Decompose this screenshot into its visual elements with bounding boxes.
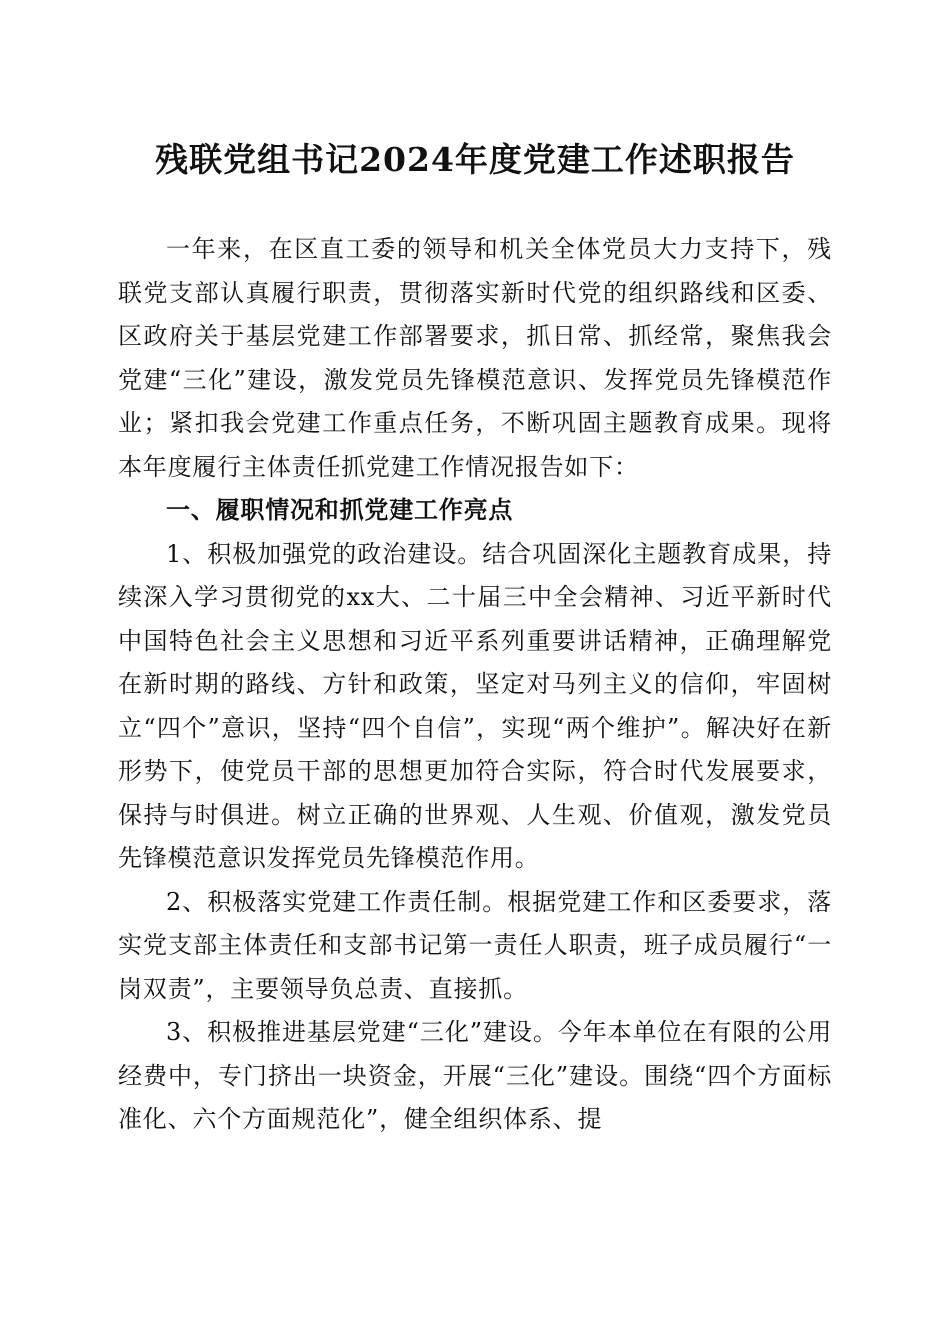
section-heading-1: 一、履职情况和抓党建工作亮点	[166, 496, 514, 524]
document-title: 残联党组书记2024年度党建工作述职报告	[155, 140, 795, 179]
document-body	[118, 228, 832, 1142]
intro-paragraph: 一年来，在区直工委的领导和机关全体党员大力支持下，残联党支部认真履行职责，贯彻落实新时代党的组织路线和区委、区政府关于基层党建工作部署要求，抓日常、抓经常，聚焦我会党建“三化”建设，激发党员先锋模范意识、发挥党员先锋模范作业；紧扣我会党建工作重点任务，不断巩固主题教育成果。现将本年度履行主体责任抓党建工作情况报告如下：	[118, 235, 832, 481]
item-paragraph-2: 2、积极落实党建工作责任制。根据党建工作和区委要求，落实党支部主体责任和支部书记第一责任人职责，班子成员履行“一岗双责”，主要领导负总责、直接抓。	[118, 887, 832, 1003]
item-paragraph-3: 3、积极推进基层党建“三化”建设。今年本单位在有限的公用经费中，专门挤出一块资金，开展“三化”建设。围绕“四个方面标准化、六个方面规范化”，健全组织体系、提	[118, 1018, 832, 1133]
item-paragraph-1: 1、积极加强党的政治建设。结合巩固深化主题教育成果，持续深入学习贯彻党的xx大、二十届三中全会精神、习近平新时代中国特色社会主义思想和习近平系列重要讲话精神，正确理解党在新时期的路线、方针和政策，坚定对马列主义的信仰，牢固树立“四个”意识，坚持“四个自信”，实现“两个维护”。解决好在新形势下，使党员干部的思想更加符合实际，符合时代发展要求，保持与时俱进。树立正确的世界观、人生观、价值观，激发党员先锋模范意识发挥党员先锋模范作用。	[118, 539, 832, 872]
